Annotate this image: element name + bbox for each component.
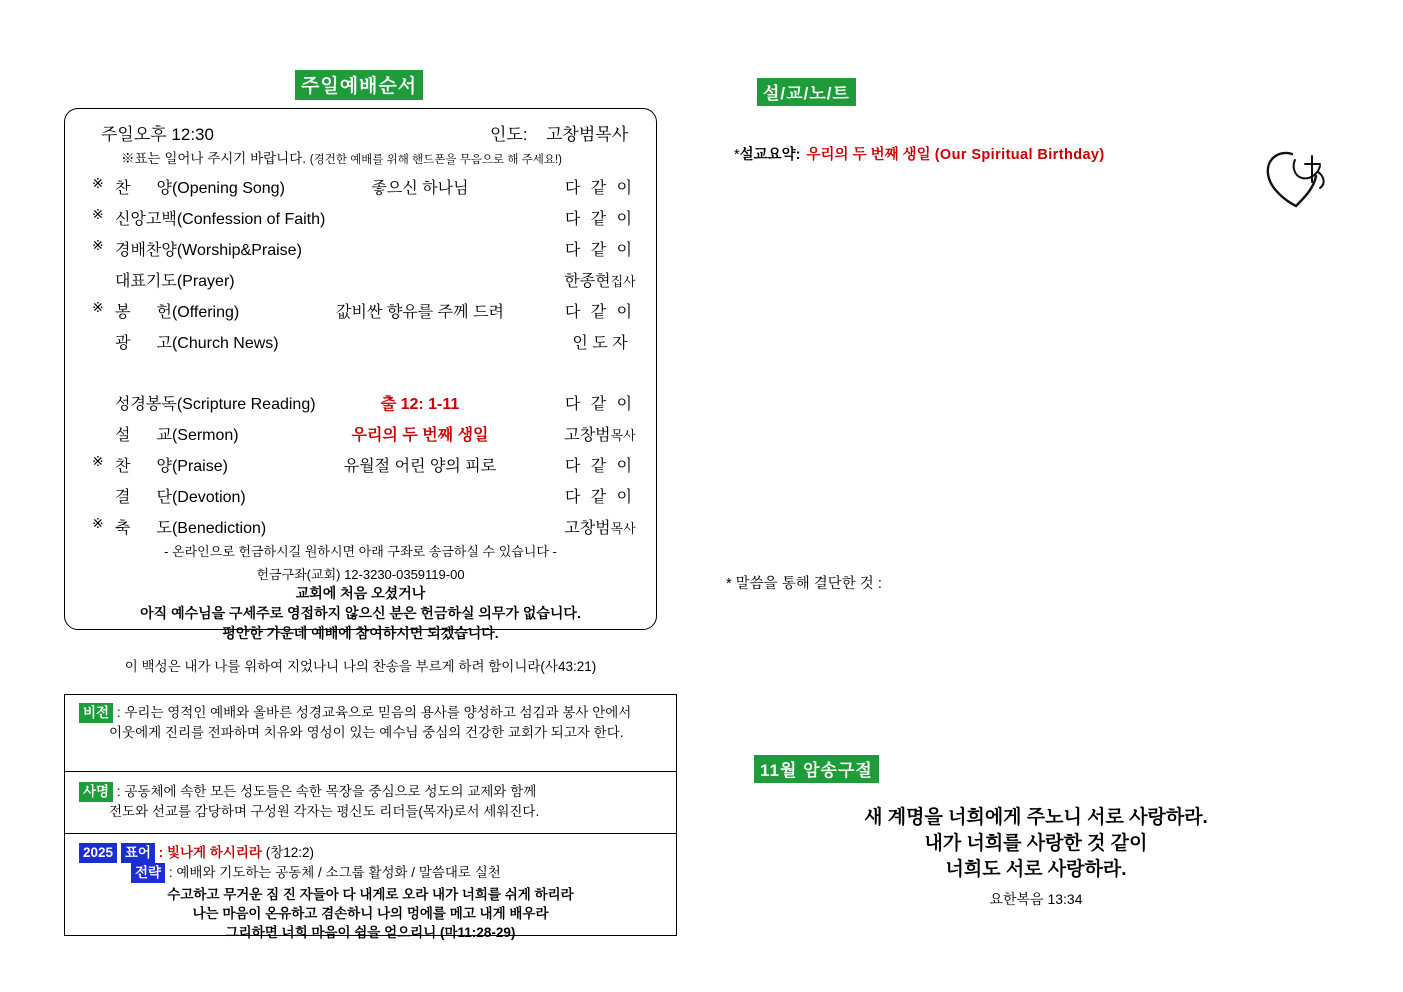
order-item-who: 다 같 이 <box>564 458 636 475</box>
order-item-who: 고창범목사 <box>564 520 636 537</box>
order-item-who: 한종현집사 <box>564 273 636 290</box>
year-tag: 2025 <box>79 843 117 863</box>
worship-order-box <box>64 108 657 641</box>
online-giving-note: - 온라인으로 헌금하시길 원하시면 아래 구좌로 송금하실 수 있습니다 - <box>164 544 557 559</box>
leader-label: 인도: <box>490 125 528 144</box>
bottom-scripture-line-3: 그리하면 너희 마음이 쉼을 얻으리니 (마11:28-29) <box>225 925 516 940</box>
bottom-scripture-line-1: 수고하고 무거운 짐 진 자들아 다 내게로 오라 내가 너희를 쉬게 하리라 <box>167 887 574 902</box>
standing-mark: ※ <box>92 206 104 222</box>
first-visit-line-3: 평안한 가운데 예배에 참여하시면 되겠습니다. <box>222 625 499 641</box>
slogan-reference: (창12:2) <box>265 845 315 860</box>
order-item-detail: 우리의 두 번째 생일 <box>351 427 489 444</box>
slogan-line <box>79 843 501 863</box>
sermon-summary-title: 우리의 두 번째 생일 <box>806 147 931 163</box>
order-item-who: 다 같 이 <box>564 211 636 228</box>
mission-line-1 <box>79 782 539 802</box>
strategy-line <box>79 863 501 883</box>
vision-text-2: 이웃에게 진리를 전파하며 치유와 영성이 있는 예수님 중심의 건강한 교회가 되고자 한다. <box>109 725 624 740</box>
standing-mark: ※ <box>92 299 104 315</box>
vision-block <box>79 703 631 742</box>
order-item-row <box>65 391 656 421</box>
order-item-who: 다 같 이 <box>564 489 636 506</box>
slogan-text: : 빛나게 하시리라 <box>158 845 262 860</box>
order-item-who: 다 같 이 <box>564 396 636 413</box>
order-item-row <box>65 237 656 267</box>
first-visit-line-1: 교회에 처음 오셨거나 <box>295 585 426 601</box>
divider-2 <box>65 833 676 834</box>
strategy-text: : 예배와 기도하는 공동체 / 소그룹 활성화 / 말씀대로 실천 <box>168 865 501 880</box>
memory-verse-title <box>754 755 879 783</box>
sermon-summary-title-en: (Our Spiritual Birthday) <box>934 147 1105 163</box>
order-item-name: 성경봉독(Scripture Reading) <box>115 396 316 413</box>
slogan-tag: 표어 <box>121 843 155 863</box>
order-item-row <box>65 175 656 205</box>
sermon-note-title-label: 설/교/노/트 <box>757 78 856 106</box>
mission-block <box>79 782 539 821</box>
order-item-who: 다 같 이 <box>564 242 636 259</box>
vision-line-1 <box>79 703 631 723</box>
standing-mark: ※ <box>92 515 104 531</box>
church-logo-icon <box>1262 148 1332 210</box>
order-item-name: 대표기도(Prayer) <box>115 273 235 290</box>
order-item-who: 다 같 이 <box>564 304 636 321</box>
memory-verse-line-2: 내가 너희를 사랑한 것 같이 <box>924 833 1148 854</box>
order-item-row <box>65 422 656 452</box>
order-item-name: 경배찬양(Worship&Praise) <box>115 242 302 259</box>
order-item-name: 신앙고백(Confession of Faith) <box>115 211 326 228</box>
order-item-name: 설 교(Sermon) <box>115 427 239 444</box>
vision-mission-box <box>64 694 677 940</box>
memory-verse-title-label: 11월 암송구절 <box>754 755 879 783</box>
order-item-row <box>65 206 656 236</box>
order-item-name: 찬 양(Praise) <box>115 458 228 475</box>
sermon-summary-label: 설교요약: <box>739 147 801 163</box>
memory-verse-line-1: 새 계명을 너희에게 주노니 서로 사랑하라. <box>864 807 1208 828</box>
order-item-row <box>65 268 656 298</box>
sermon-summary-mark: * <box>734 147 740 163</box>
leader-name: 고창범목사 <box>546 125 629 144</box>
standing-note-sub: (경건한 예배를 위해 핸드폰을 무음으로 해 주세요!) <box>309 154 562 166</box>
standing-mark: ※ <box>92 237 104 253</box>
standing-note-main: ※표는 일어나 주시기 바랍니다. <box>121 151 306 166</box>
sermon-note-title <box>757 78 856 106</box>
order-item-detail: 출 12: 1-11 <box>380 396 460 413</box>
order-item-row <box>65 299 656 329</box>
memory-verse-text <box>726 805 1346 883</box>
order-item-row <box>65 484 656 514</box>
sermon-summary <box>734 143 1105 164</box>
standing-mark: ※ <box>92 175 104 191</box>
order-item-who: 인 도 자 <box>572 335 628 352</box>
order-item-name: 광 고(Church News) <box>115 335 279 352</box>
order-item-name: 봉 헌(Offering) <box>115 304 240 321</box>
order-item-row <box>65 330 656 360</box>
service-time: 주일오후 12:30 <box>101 125 214 144</box>
order-item-detail: 유월절 어린 양의 피로 <box>343 458 497 475</box>
order-item-row <box>65 453 656 483</box>
order-item-detail: 값비싼 향유를 주께 드려 <box>336 304 504 321</box>
giving-account: 헌금구좌(교회) 12-3230-0359119-00 <box>256 567 465 582</box>
slogan-block <box>79 843 501 883</box>
standing-mark: ※ <box>92 453 104 469</box>
first-visit-note <box>65 583 656 643</box>
vision-tag: 비전 <box>79 703 113 723</box>
order-item-who: 다 같 이 <box>564 180 636 197</box>
memory-verse-line-3: 너희도 서로 사랑하라. <box>945 859 1127 880</box>
order-item-name: 축 도(Benediction) <box>115 520 267 537</box>
strategy-tag: 전략 <box>131 863 165 883</box>
worship-order-title-label: 주일예배순서 <box>295 70 423 100</box>
mission-text-2: 전도와 선교를 감당하며 구성원 각자는 평신도 리더들(목자)로서 세워진다. <box>109 804 540 819</box>
standing-note <box>121 147 562 167</box>
order-item-detail: 좋으신 하나님 <box>371 180 469 197</box>
bottom-scripture <box>65 885 676 942</box>
decision-prompt: * 말씀을 통해 결단한 것 : <box>726 576 882 592</box>
mission-tag: 사명 <box>79 782 113 802</box>
vision-text-1: : 우리는 영적인 예배와 올바른 성경교육으로 믿음의 용사를 양성하고 섬김과 봉사 안에서 <box>116 705 632 720</box>
bottom-scripture-line-2: 나는 마음이 온유하고 겸손하니 나의 멍에를 메고 내게 배우라 <box>192 906 549 921</box>
memory-verse-reference: 요한복음 13:34 <box>989 891 1083 907</box>
worship-order-title <box>295 70 423 100</box>
order-item-who: 고창범목사 <box>564 427 636 444</box>
first-visit-line-2: 아직 예수님을 구세주로 영접하지 않으신 분은 헌금하실 의무가 없습니다. <box>140 605 581 621</box>
mission-text-1: : 공동체에 속한 모든 성도들은 속한 목장을 중심으로 성도의 교제와 함께 <box>116 784 537 799</box>
theme-scripture: 이 백성은 내가 나를 위하여 지었나니 나의 찬송을 부르게 하려 함이니라(사43:21) <box>124 659 597 674</box>
order-item-name: 찬 양(Opening Song) <box>115 180 285 197</box>
divider-1 <box>65 771 676 772</box>
order-item-name: 결 단(Devotion) <box>115 489 246 506</box>
